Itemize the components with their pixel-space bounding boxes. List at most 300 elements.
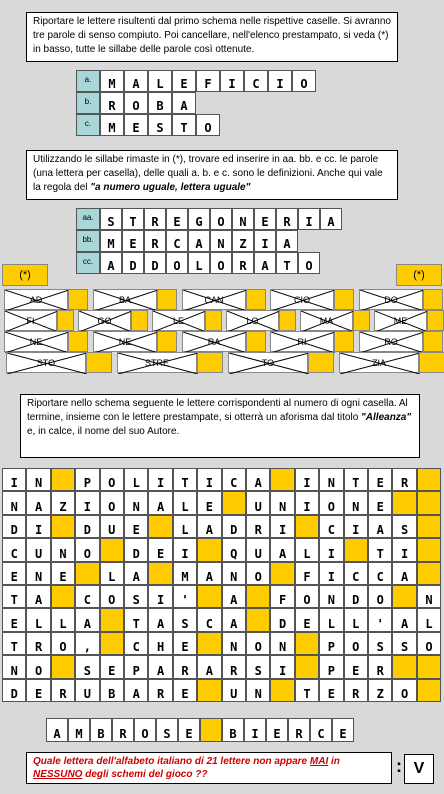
letter-cell[interactable]	[254, 252, 276, 274]
syllable-box[interactable]	[182, 289, 246, 310]
letter-cell[interactable]	[254, 230, 276, 252]
letter-cell[interactable]	[319, 655, 343, 678]
letter-cell[interactable]	[148, 585, 172, 608]
letter-cell[interactable]	[392, 468, 416, 491]
blank-cell[interactable]	[222, 491, 246, 514]
letter-cell[interactable]	[148, 632, 172, 655]
syllable-text: RA	[207, 337, 221, 347]
letter-cell[interactable]	[222, 655, 246, 678]
letter-cell[interactable]	[392, 632, 416, 655]
blank-cell[interactable]	[270, 468, 294, 491]
letter-cell[interactable]	[222, 718, 244, 742]
syllable-box[interactable]	[4, 310, 57, 331]
letter-cell[interactable]	[124, 562, 148, 585]
blank-cell[interactable]	[417, 562, 441, 585]
letter-cell[interactable]	[222, 679, 246, 702]
letter-cell[interactable]	[344, 655, 368, 678]
letter-cell[interactable]	[319, 585, 343, 608]
letter-cell[interactable]	[2, 468, 26, 491]
letter-cell[interactable]	[246, 655, 270, 678]
blank-cell[interactable]	[197, 632, 221, 655]
letter-cell[interactable]	[319, 679, 343, 702]
cell-letter: M	[108, 121, 116, 135]
letter-cell[interactable]	[124, 655, 148, 678]
cell-letter: C	[132, 640, 140, 655]
letter-cell[interactable]	[122, 252, 144, 274]
syllable-box[interactable]	[359, 289, 423, 310]
letter-cell[interactable]	[26, 585, 50, 608]
letter-cell[interactable]	[246, 491, 270, 514]
letter-cell[interactable]	[100, 114, 124, 136]
letter-cell[interactable]	[148, 491, 172, 514]
letter-cell[interactable]	[75, 655, 99, 678]
cell-letter: I	[10, 476, 18, 491]
syllable-box[interactable]	[374, 310, 427, 331]
syllable-box[interactable]	[78, 310, 131, 331]
blank-cell[interactable]	[417, 491, 441, 514]
letter-cell[interactable]	[26, 562, 50, 585]
blank-cell[interactable]	[246, 585, 270, 608]
letter-cell[interactable]	[295, 562, 319, 585]
letter-cell[interactable]	[100, 252, 122, 274]
letter-cell[interactable]	[320, 208, 342, 230]
cell-letter: A	[254, 476, 262, 491]
letter-cell[interactable]	[344, 515, 368, 538]
letter-cell[interactable]	[2, 585, 26, 608]
letter-cell[interactable]	[295, 491, 319, 514]
filler-cell	[423, 289, 443, 310]
letter-cell[interactable]	[124, 608, 148, 631]
letter-cell[interactable]	[220, 70, 244, 92]
letter-cell[interactable]	[276, 252, 298, 274]
letter-cell[interactable]	[148, 70, 172, 92]
letter-cell[interactable]	[51, 679, 75, 702]
letter-cell[interactable]	[124, 114, 148, 136]
cell-letter: R	[119, 727, 127, 741]
letter-cell[interactable]	[173, 608, 197, 631]
letter-cell[interactable]	[368, 585, 392, 608]
letter-cell[interactable]	[166, 208, 188, 230]
syllable-box[interactable]	[228, 352, 308, 373]
letter-cell[interactable]	[100, 230, 122, 252]
letter-cell[interactable]	[417, 632, 441, 655]
letter-cell[interactable]	[197, 468, 221, 491]
letter-cell[interactable]	[100, 208, 122, 230]
letter-cell[interactable]	[210, 230, 232, 252]
blank-cell[interactable]	[417, 538, 441, 561]
filler-cell	[131, 310, 148, 331]
letter-cell[interactable]	[368, 655, 392, 678]
letter-cell[interactable]	[270, 655, 294, 678]
blank-cell[interactable]	[197, 538, 221, 561]
letter-cell[interactable]	[368, 538, 392, 561]
letter-cell[interactable]	[222, 538, 246, 561]
letter-cell[interactable]	[100, 562, 124, 585]
blank-cell[interactable]	[344, 538, 368, 561]
letter-cell[interactable]	[270, 585, 294, 608]
letter-cell[interactable]	[2, 491, 26, 514]
letter-cell[interactable]	[2, 562, 26, 585]
letter-cell[interactable]	[172, 114, 196, 136]
syllable-text: MA	[319, 316, 334, 326]
letter-cell[interactable]	[124, 538, 148, 561]
letter-cell[interactable]	[148, 679, 172, 702]
letter-cell[interactable]	[344, 562, 368, 585]
letter-cell[interactable]	[124, 468, 148, 491]
letter-cell[interactable]	[417, 585, 441, 608]
letter-cell[interactable]	[100, 491, 124, 514]
letter-cell[interactable]	[26, 632, 50, 655]
blank-cell[interactable]	[197, 679, 221, 702]
letter-cell[interactable]	[417, 608, 441, 631]
letter-cell[interactable]	[246, 468, 270, 491]
letter-cell[interactable]	[148, 114, 172, 136]
letter-cell[interactable]	[75, 515, 99, 538]
letter-cell[interactable]	[2, 515, 26, 538]
letter-cell[interactable]	[298, 252, 320, 274]
letter-cell[interactable]	[46, 718, 68, 742]
cell-letter: N	[278, 640, 287, 655]
letter-cell[interactable]	[319, 468, 343, 491]
letter-cell[interactable]	[75, 679, 99, 702]
letter-cell[interactable]	[392, 515, 416, 538]
syllable-box[interactable]	[4, 331, 68, 352]
letter-cell[interactable]	[392, 562, 416, 585]
letter-cell[interactable]	[166, 230, 188, 252]
letter-cell[interactable]	[270, 632, 294, 655]
letter-cell[interactable]	[246, 632, 270, 655]
letter-cell[interactable]	[144, 252, 166, 274]
letter-cell[interactable]	[173, 491, 197, 514]
letter-cell[interactable]	[148, 468, 172, 491]
letter-cell[interactable]	[270, 608, 294, 631]
blank-cell[interactable]	[51, 585, 75, 608]
letter-cell[interactable]	[26, 468, 50, 491]
cell-letter: L	[195, 259, 203, 273]
letter-cell[interactable]	[2, 608, 26, 631]
letter-cell[interactable]	[210, 208, 232, 230]
letter-cell[interactable]	[344, 468, 368, 491]
letter-cell[interactable]	[319, 515, 343, 538]
letter-cell[interactable]	[75, 585, 99, 608]
blank-cell[interactable]	[100, 608, 124, 631]
letter-cell[interactable]	[196, 114, 220, 136]
letter-cell[interactable]	[144, 208, 166, 230]
letter-cell[interactable]	[246, 562, 270, 585]
letter-cell[interactable]	[292, 70, 316, 92]
letter-cell[interactable]	[368, 562, 392, 585]
blank-cell[interactable]	[417, 679, 441, 702]
blank-cell[interactable]	[197, 585, 221, 608]
letter-cell[interactable]	[246, 515, 270, 538]
letter-cell[interactable]	[344, 632, 368, 655]
letter-cell[interactable]	[197, 608, 221, 631]
cell-letter: L	[181, 499, 189, 514]
cell-letter: '	[376, 616, 384, 631]
letter-cell[interactable]	[254, 208, 276, 230]
letter-cell[interactable]	[344, 585, 368, 608]
letter-cell[interactable]	[51, 538, 75, 561]
blank-cell[interactable]	[392, 585, 416, 608]
letter-cell[interactable]	[51, 632, 75, 655]
letter-cell[interactable]	[26, 515, 50, 538]
letter-cell[interactable]	[244, 718, 266, 742]
letter-cell[interactable]	[222, 585, 246, 608]
letter-cell[interactable]	[368, 515, 392, 538]
letter-cell[interactable]	[368, 608, 392, 631]
letter-cell[interactable]	[188, 252, 210, 274]
blank-cell[interactable]	[51, 515, 75, 538]
blank-cell[interactable]	[75, 562, 99, 585]
letter-cell[interactable]	[270, 515, 294, 538]
letter-cell[interactable]	[124, 679, 148, 702]
letter-cell[interactable]	[319, 608, 343, 631]
letter-cell[interactable]	[172, 70, 196, 92]
blank-cell[interactable]	[100, 538, 124, 561]
cell-letter: I	[278, 663, 287, 678]
letter-cell[interactable]	[222, 468, 246, 491]
letter-cell[interactable]	[295, 608, 319, 631]
letter-cell[interactable]	[134, 718, 156, 742]
cell-letter: E	[185, 727, 193, 741]
syllable-box[interactable]	[182, 331, 246, 352]
letter-cell[interactable]	[124, 515, 148, 538]
letter-cell[interactable]	[197, 491, 221, 514]
letter-cell[interactable]	[232, 252, 254, 274]
letter-cell[interactable]	[148, 608, 172, 631]
blank-cell[interactable]	[417, 655, 441, 678]
letter-cell[interactable]	[124, 632, 148, 655]
letter-cell[interactable]	[122, 230, 144, 252]
syllable-box[interactable]	[6, 352, 86, 373]
letter-cell[interactable]	[310, 718, 332, 742]
blank-cell[interactable]	[100, 632, 124, 655]
letter-cell[interactable]	[319, 632, 343, 655]
letter-cell[interactable]	[26, 655, 50, 678]
letter-cell[interactable]	[144, 230, 166, 252]
letter-cell[interactable]	[368, 468, 392, 491]
letter-cell[interactable]	[148, 655, 172, 678]
syllable-box[interactable]	[117, 352, 197, 373]
letter-cell[interactable]	[295, 538, 319, 561]
blank-cell[interactable]	[417, 468, 441, 491]
blank-cell[interactable]	[295, 515, 319, 538]
letter-cell[interactable]	[270, 491, 294, 514]
answer-box[interactable]: V	[404, 754, 434, 784]
blank-cell[interactable]	[392, 491, 416, 514]
cell-letter: A	[83, 616, 91, 631]
letter-cell[interactable]	[368, 632, 392, 655]
final-question-nessuno: NESSUNO	[33, 769, 83, 780]
letter-cell[interactable]	[266, 718, 288, 742]
letter-cell[interactable]	[392, 679, 416, 702]
letter-cell[interactable]	[75, 608, 99, 631]
letter-cell[interactable]	[26, 608, 50, 631]
letter-cell[interactable]	[100, 515, 124, 538]
letter-cell[interactable]	[332, 718, 354, 742]
letter-cell[interactable]	[197, 655, 221, 678]
letter-cell[interactable]	[392, 608, 416, 631]
blank-cell[interactable]	[51, 468, 75, 491]
letter-cell[interactable]	[90, 718, 112, 742]
letter-cell[interactable]	[344, 608, 368, 631]
blank-cell[interactable]	[392, 655, 416, 678]
blank-cell[interactable]	[51, 655, 75, 678]
cell-letter: A	[400, 569, 409, 584]
blank-cell[interactable]	[270, 562, 294, 585]
letter-cell[interactable]	[51, 491, 75, 514]
letter-cell[interactable]	[222, 562, 246, 585]
letter-cell[interactable]	[100, 70, 124, 92]
letter-cell[interactable]	[188, 208, 210, 230]
letter-cell[interactable]	[51, 608, 75, 631]
blank-cell[interactable]	[270, 679, 294, 702]
letter-cell[interactable]	[100, 468, 124, 491]
cell-letter: I	[276, 77, 284, 91]
letter-cell[interactable]	[124, 70, 148, 92]
letter-cell[interactable]	[2, 632, 26, 655]
letter-cell[interactable]	[100, 585, 124, 608]
letter-cell[interactable]	[124, 491, 148, 514]
cell-letter: A	[205, 663, 213, 678]
syllable-box[interactable]	[339, 352, 419, 373]
letter-cell[interactable]	[122, 208, 144, 230]
blank-cell[interactable]	[295, 655, 319, 678]
letter-cell[interactable]	[232, 230, 254, 252]
letter-cell[interactable]	[319, 538, 343, 561]
letter-cell[interactable]	[188, 230, 210, 252]
letter-cell[interactable]	[276, 230, 298, 252]
syllable-text: CIO	[293, 295, 310, 305]
blank-cell[interactable]	[295, 632, 319, 655]
letter-cell[interactable]	[298, 208, 320, 230]
letter-cell[interactable]	[232, 208, 254, 230]
syllable-box[interactable]	[359, 331, 423, 352]
letter-cell[interactable]	[295, 585, 319, 608]
letter-cell[interactable]	[166, 252, 188, 274]
letter-cell[interactable]	[222, 632, 246, 655]
cell-letter: T	[376, 546, 384, 561]
cell-letter: O	[327, 499, 335, 514]
cell-letter: N	[230, 569, 238, 584]
letter-cell[interactable]	[244, 70, 268, 92]
letter-cell[interactable]	[246, 538, 270, 561]
blank-cell[interactable]	[200, 718, 222, 742]
letter-cell[interactable]	[75, 632, 99, 655]
letter-cell[interactable]	[344, 679, 368, 702]
blank-cell[interactable]	[417, 515, 441, 538]
syllable-text: DO	[384, 295, 398, 305]
letter-cell[interactable]	[75, 538, 99, 561]
letter-cell[interactable]	[172, 92, 196, 114]
cell-letter: O	[254, 569, 262, 584]
letter-cell[interactable]	[392, 538, 416, 561]
letter-cell[interactable]	[75, 491, 99, 514]
letter-cell[interactable]	[148, 92, 172, 114]
cell-letter: O	[305, 259, 313, 273]
letter-cell[interactable]	[148, 538, 172, 561]
syllable-text: STRE	[144, 358, 169, 368]
letter-cell[interactable]	[197, 562, 221, 585]
letter-cell[interactable]	[2, 679, 26, 702]
letter-cell[interactable]	[295, 468, 319, 491]
syllable-box[interactable]	[270, 289, 334, 310]
cell-letter: N	[327, 476, 335, 491]
letter-cell[interactable]	[295, 679, 319, 702]
letter-cell[interactable]	[156, 718, 178, 742]
cell-letter: R	[283, 215, 291, 229]
letter-cell[interactable]	[276, 208, 298, 230]
cell-letter: S	[254, 663, 262, 678]
letter-cell[interactable]	[368, 491, 392, 514]
letter-cell[interactable]	[26, 679, 50, 702]
filler-cell	[419, 352, 444, 373]
letter-cell[interactable]	[2, 538, 26, 561]
letter-cell[interactable]	[368, 679, 392, 702]
letter-cell[interactable]	[26, 491, 50, 514]
letter-cell[interactable]	[173, 585, 197, 608]
syllable-box[interactable]	[300, 310, 353, 331]
letter-cell[interactable]	[173, 632, 197, 655]
letter-cell[interactable]	[173, 655, 197, 678]
letter-cell[interactable]	[100, 92, 124, 114]
letter-cell[interactable]	[288, 718, 310, 742]
letter-cell[interactable]	[222, 515, 246, 538]
letter-cell[interactable]	[100, 679, 124, 702]
syllable-box[interactable]	[152, 310, 205, 331]
cell-letter: P	[83, 476, 91, 491]
cell-letter: I	[303, 499, 311, 514]
letter-cell[interactable]	[268, 70, 292, 92]
syllable-box[interactable]	[270, 331, 334, 352]
letter-cell[interactable]	[319, 491, 343, 514]
letter-cell[interactable]	[124, 585, 148, 608]
letter-cell[interactable]	[75, 468, 99, 491]
letter-cell[interactable]	[344, 491, 368, 514]
letter-cell[interactable]	[26, 538, 50, 561]
letter-cell[interactable]	[246, 679, 270, 702]
letter-cell[interactable]	[124, 92, 148, 114]
letter-cell[interactable]	[173, 538, 197, 561]
letter-cell[interactable]	[197, 515, 221, 538]
letter-cell[interactable]	[173, 679, 197, 702]
syllable-box[interactable]	[4, 289, 68, 310]
letter-cell[interactable]	[2, 655, 26, 678]
syllable-box[interactable]	[93, 289, 157, 310]
letter-cell[interactable]	[222, 608, 246, 631]
syllable-box[interactable]	[226, 310, 279, 331]
cell-letter: R	[352, 686, 360, 701]
letter-cell[interactable]	[319, 562, 343, 585]
letter-cell[interactable]	[173, 515, 197, 538]
blank-cell[interactable]	[148, 515, 172, 538]
cell-letter: N	[59, 546, 67, 561]
blank-cell[interactable]	[246, 608, 270, 631]
letter-cell[interactable]	[100, 655, 124, 678]
letter-cell[interactable]	[112, 718, 134, 742]
letter-cell[interactable]	[173, 468, 197, 491]
letter-cell[interactable]	[51, 562, 75, 585]
cell-letter: S	[376, 640, 384, 655]
letter-cell[interactable]	[196, 70, 220, 92]
letter-cell[interactable]	[178, 718, 200, 742]
syllable-box[interactable]	[93, 331, 157, 352]
letter-cell[interactable]	[210, 252, 232, 274]
blank-cell[interactable]	[148, 562, 172, 585]
letter-cell[interactable]	[270, 538, 294, 561]
letter-cell[interactable]	[68, 718, 90, 742]
letter-cell[interactable]	[173, 562, 197, 585]
